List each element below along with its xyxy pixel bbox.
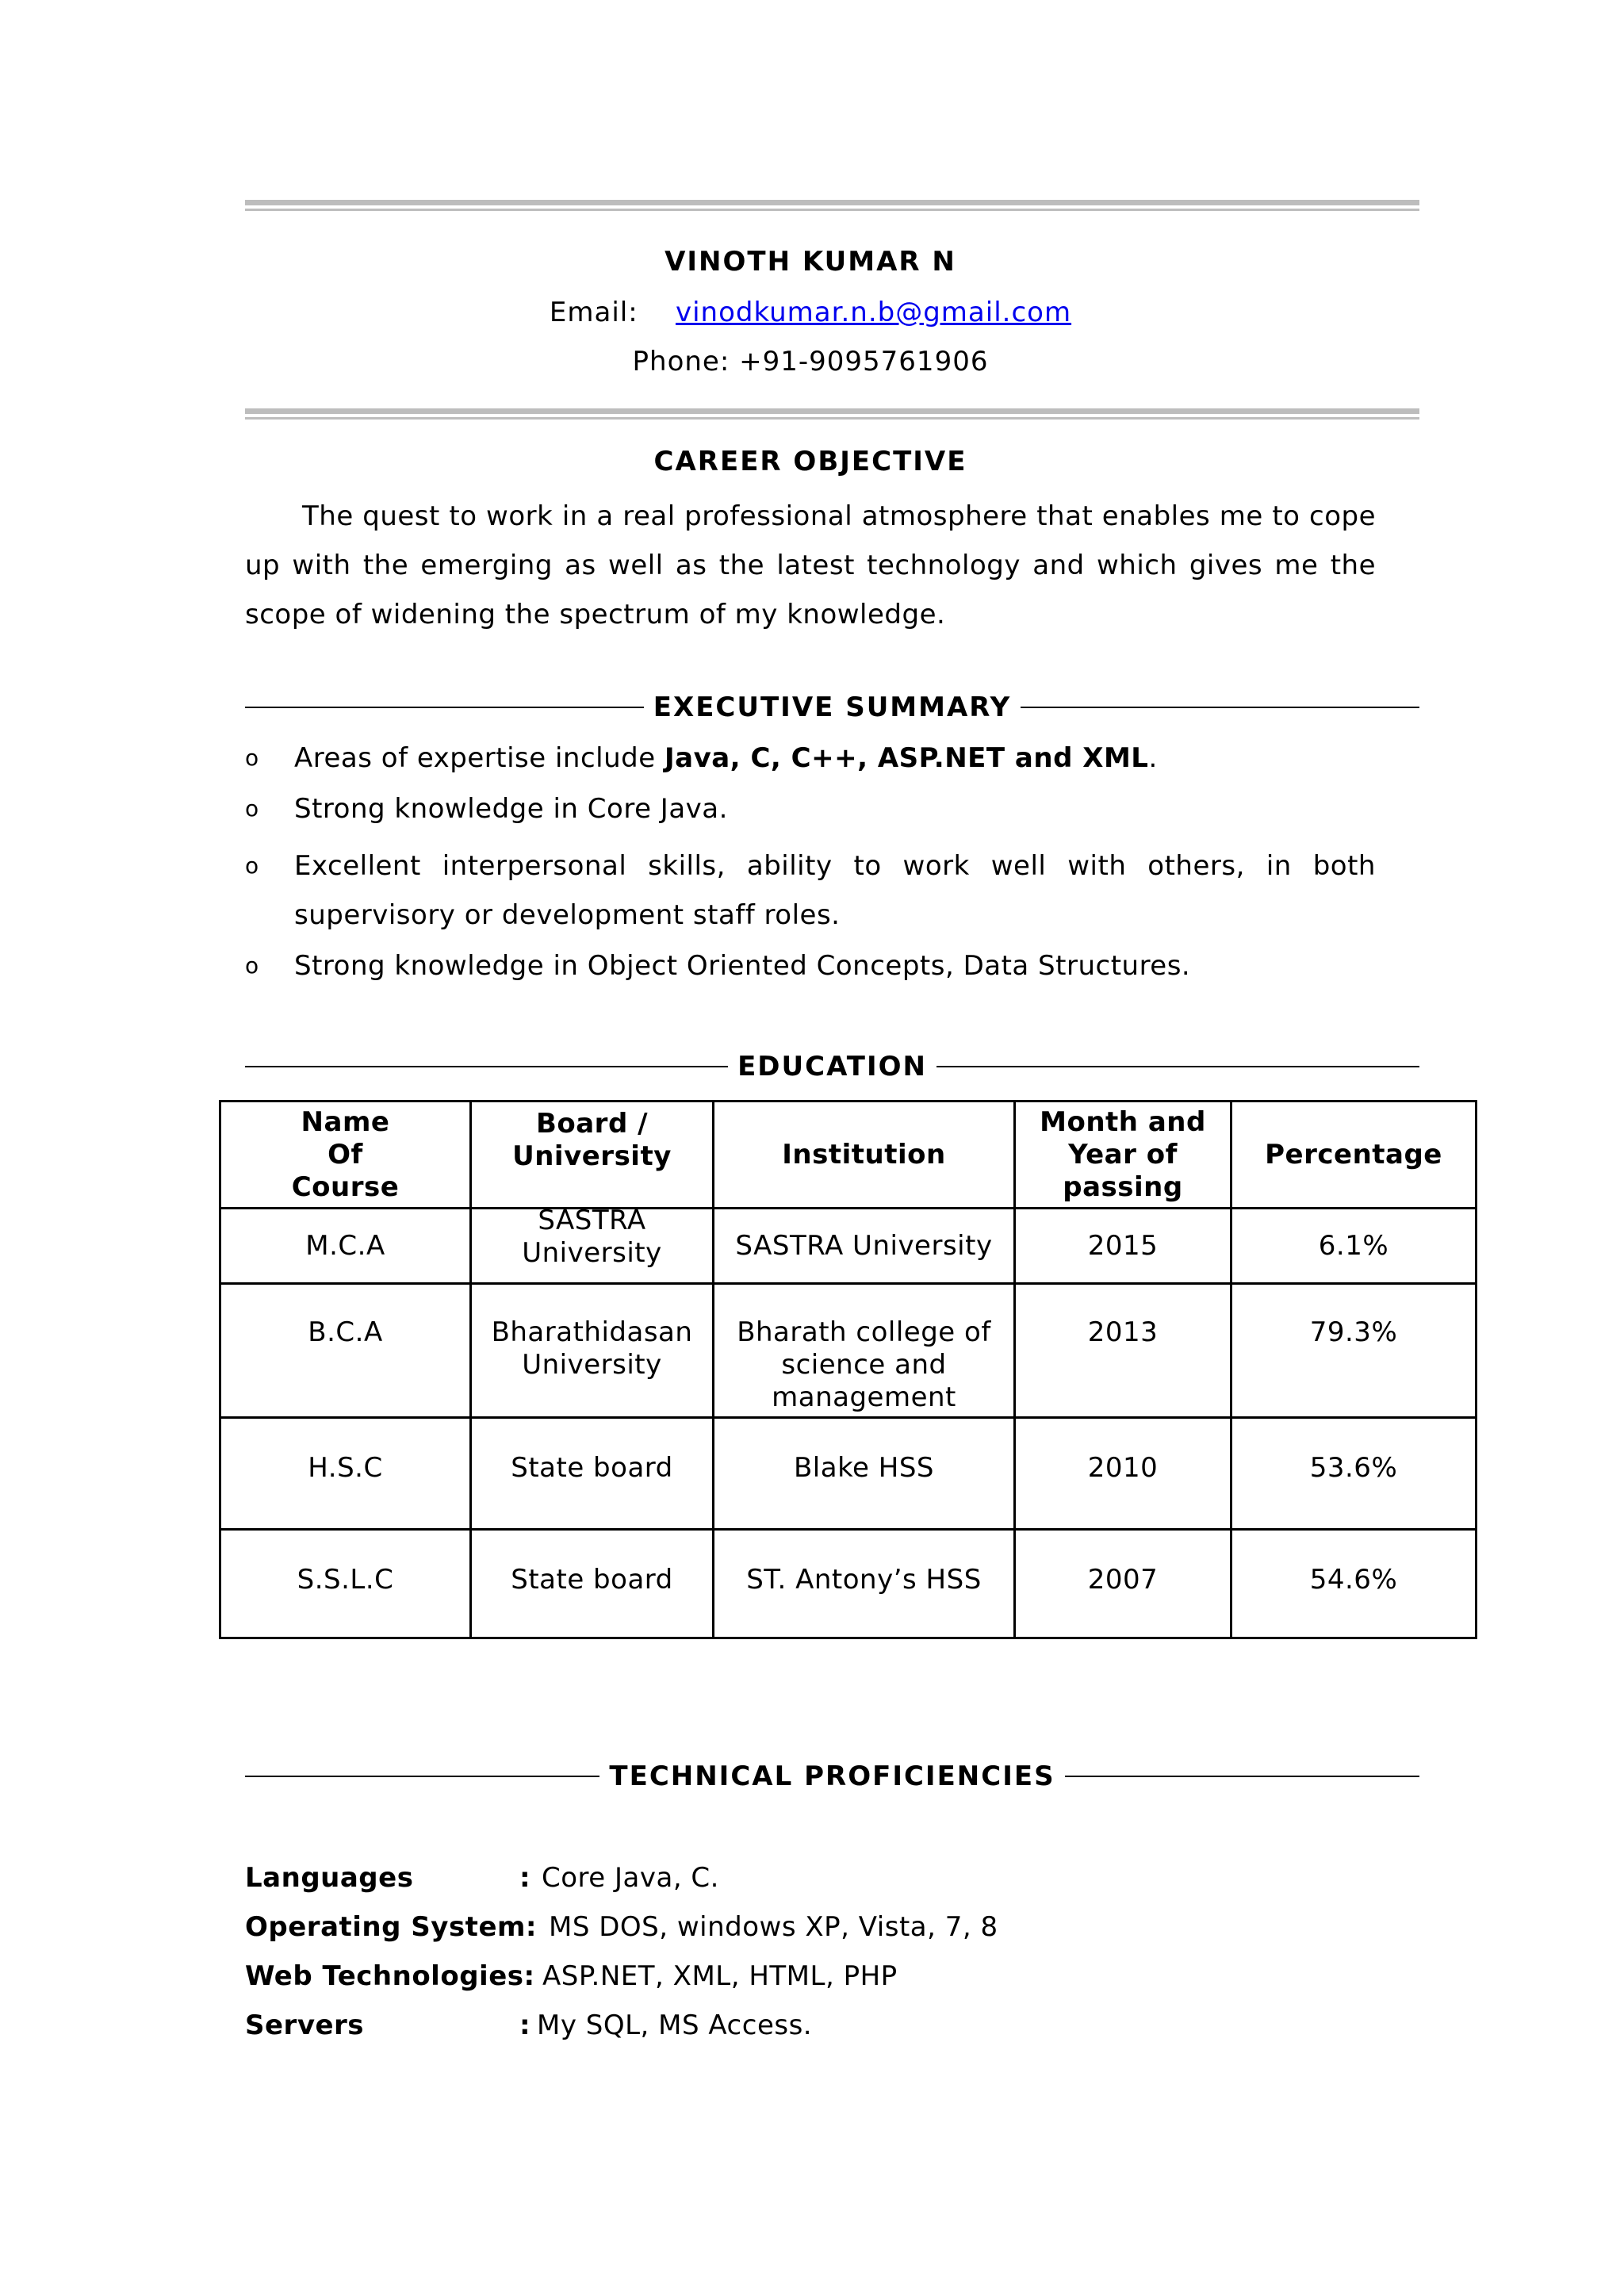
percentage-cell: 79.3%: [1231, 1284, 1477, 1418]
career-objective-heading: CAREER OBJECTIVE: [653, 446, 967, 477]
summary-item: [245, 734, 1376, 783]
institution-cell: Bharath college of science and management: [714, 1284, 1015, 1418]
tech-value: Core Java, C.: [542, 1862, 719, 1894]
education-table: [219, 1100, 1477, 1639]
year-cell: 2013: [1015, 1284, 1231, 1418]
column-header-institution: Institution: [714, 1102, 1015, 1209]
table-row: [220, 1418, 1477, 1530]
executive-summary-heading: [245, 690, 1419, 725]
heading-rule-left: [245, 1066, 728, 1067]
executive-summary-title: EXECUTIVE SUMMARY: [653, 692, 1012, 723]
summary-item: [245, 784, 1376, 833]
table-row: [220, 1284, 1477, 1418]
summary-item-text: Strong knowledge in Object Oriented Concepts, Data Structures.: [294, 950, 1191, 982]
table-row: [220, 1530, 1477, 1638]
percentage-cell: 6.1%: [1231, 1209, 1477, 1284]
year-cell: 2015: [1015, 1209, 1231, 1284]
education-heading: [245, 1049, 1419, 1084]
course-cell: B.C.A: [220, 1284, 471, 1418]
heading-rule-right: [936, 1066, 1419, 1067]
tech-value: ASP.NET, XML, HTML, PHP: [542, 1960, 898, 1992]
technical-proficiencies-heading: [245, 1759, 1419, 1794]
course-cell: S.S.L.C: [220, 1530, 471, 1638]
year-cell: 2007: [1015, 1530, 1231, 1638]
candidate-name: VINOTH KUMAR N: [665, 246, 956, 278]
career-objective-text: The quest to work in a real professional atmosphere that enables me to cope up with the emerging as well as the latest technology and which gives me the scope of widening the spectrum of my knowledge.: [245, 500, 1376, 630]
column-header-percentage: Percentage: [1231, 1102, 1477, 1209]
summary-item: [245, 841, 1376, 940]
summary-item: [245, 941, 1376, 990]
table-header-row: [220, 1102, 1477, 1209]
bullet-icon: o: [245, 795, 259, 822]
email-label: Email:: [549, 297, 638, 328]
summary-item-bold: Java, C, C++, ASP.NET and XML: [664, 742, 1149, 774]
institution-cell: SASTRA University: [714, 1209, 1015, 1284]
executive-summary-list: [245, 734, 1376, 992]
tech-label: Web Technologies:: [245, 1960, 535, 1992]
heading-rule-right: [1021, 707, 1419, 708]
tech-label: Languages: [245, 1862, 414, 1894]
bullet-icon: o: [245, 745, 259, 771]
board-cell: SASTRA University: [471, 1209, 714, 1284]
column-header-board: Board / University: [471, 1102, 714, 1209]
heading-rule-right: [1065, 1776, 1419, 1777]
bullet-icon: o: [245, 852, 259, 879]
phone-line: [245, 344, 1376, 379]
phone-label: Phone:: [632, 346, 730, 377]
heading-rule-left: [245, 707, 644, 708]
tech-colon: :: [519, 2010, 531, 2041]
technical-proficiencies-title: TECHNICAL PROFICIENCIES: [609, 1761, 1055, 1792]
tech-colon: :: [519, 1862, 531, 1894]
heading-rule-left: [245, 1776, 599, 1777]
phone-number: +91-9095761906: [739, 346, 989, 377]
summary-item-text: Excellent interpersonal skills, ability to work well with others, in both supervisory or development staff roles.: [294, 850, 1376, 931]
course-cell: M.C.A: [220, 1209, 471, 1284]
tech-row-operating-system: [245, 1902, 1355, 1952]
column-header-course: Name Of Course: [220, 1102, 471, 1209]
institution-cell: Blake HSS: [714, 1418, 1015, 1530]
summary-item-suffix: .: [1148, 742, 1158, 774]
tech-label: Servers: [245, 2010, 365, 2041]
column-header-month-year: Month and Year of passing: [1015, 1102, 1231, 1209]
table-row: [220, 1209, 1477, 1284]
tech-value: My SQL, MS Access.: [537, 2010, 813, 2041]
bullet-icon: o: [245, 952, 259, 979]
technical-proficiencies-list: [245, 1853, 1355, 2050]
tech-row-languages: [245, 1853, 1355, 1902]
top-divider: [245, 200, 1419, 211]
email-line: [245, 295, 1376, 330]
tech-label: Operating System:: [245, 1911, 538, 1943]
education-title: EDUCATION: [737, 1051, 927, 1082]
course-cell: H.S.C: [220, 1418, 471, 1530]
tech-row-servers: [245, 2001, 1355, 2050]
board-cell: State board: [471, 1530, 714, 1638]
percentage-cell: 53.6%: [1231, 1418, 1477, 1530]
year-cell: 2010: [1015, 1418, 1231, 1530]
summary-item-text: Strong knowledge in Core Java.: [294, 793, 728, 825]
tech-row-web-technologies: [245, 1952, 1355, 2001]
contact-divider: [245, 408, 1419, 420]
summary-item-text: Areas of expertise include: [294, 742, 665, 774]
tech-value: MS DOS, windows XP, Vista, 7, 8: [549, 1911, 998, 1943]
email-link[interactable]: vinodkumar.n.b@gmail.com: [675, 297, 1072, 328]
percentage-cell: 54.6%: [1231, 1530, 1477, 1638]
institution-cell: ST. Antony’s HSS: [714, 1530, 1015, 1638]
board-cell: State board: [471, 1418, 714, 1530]
board-cell: Bharathidasan University: [471, 1284, 714, 1418]
